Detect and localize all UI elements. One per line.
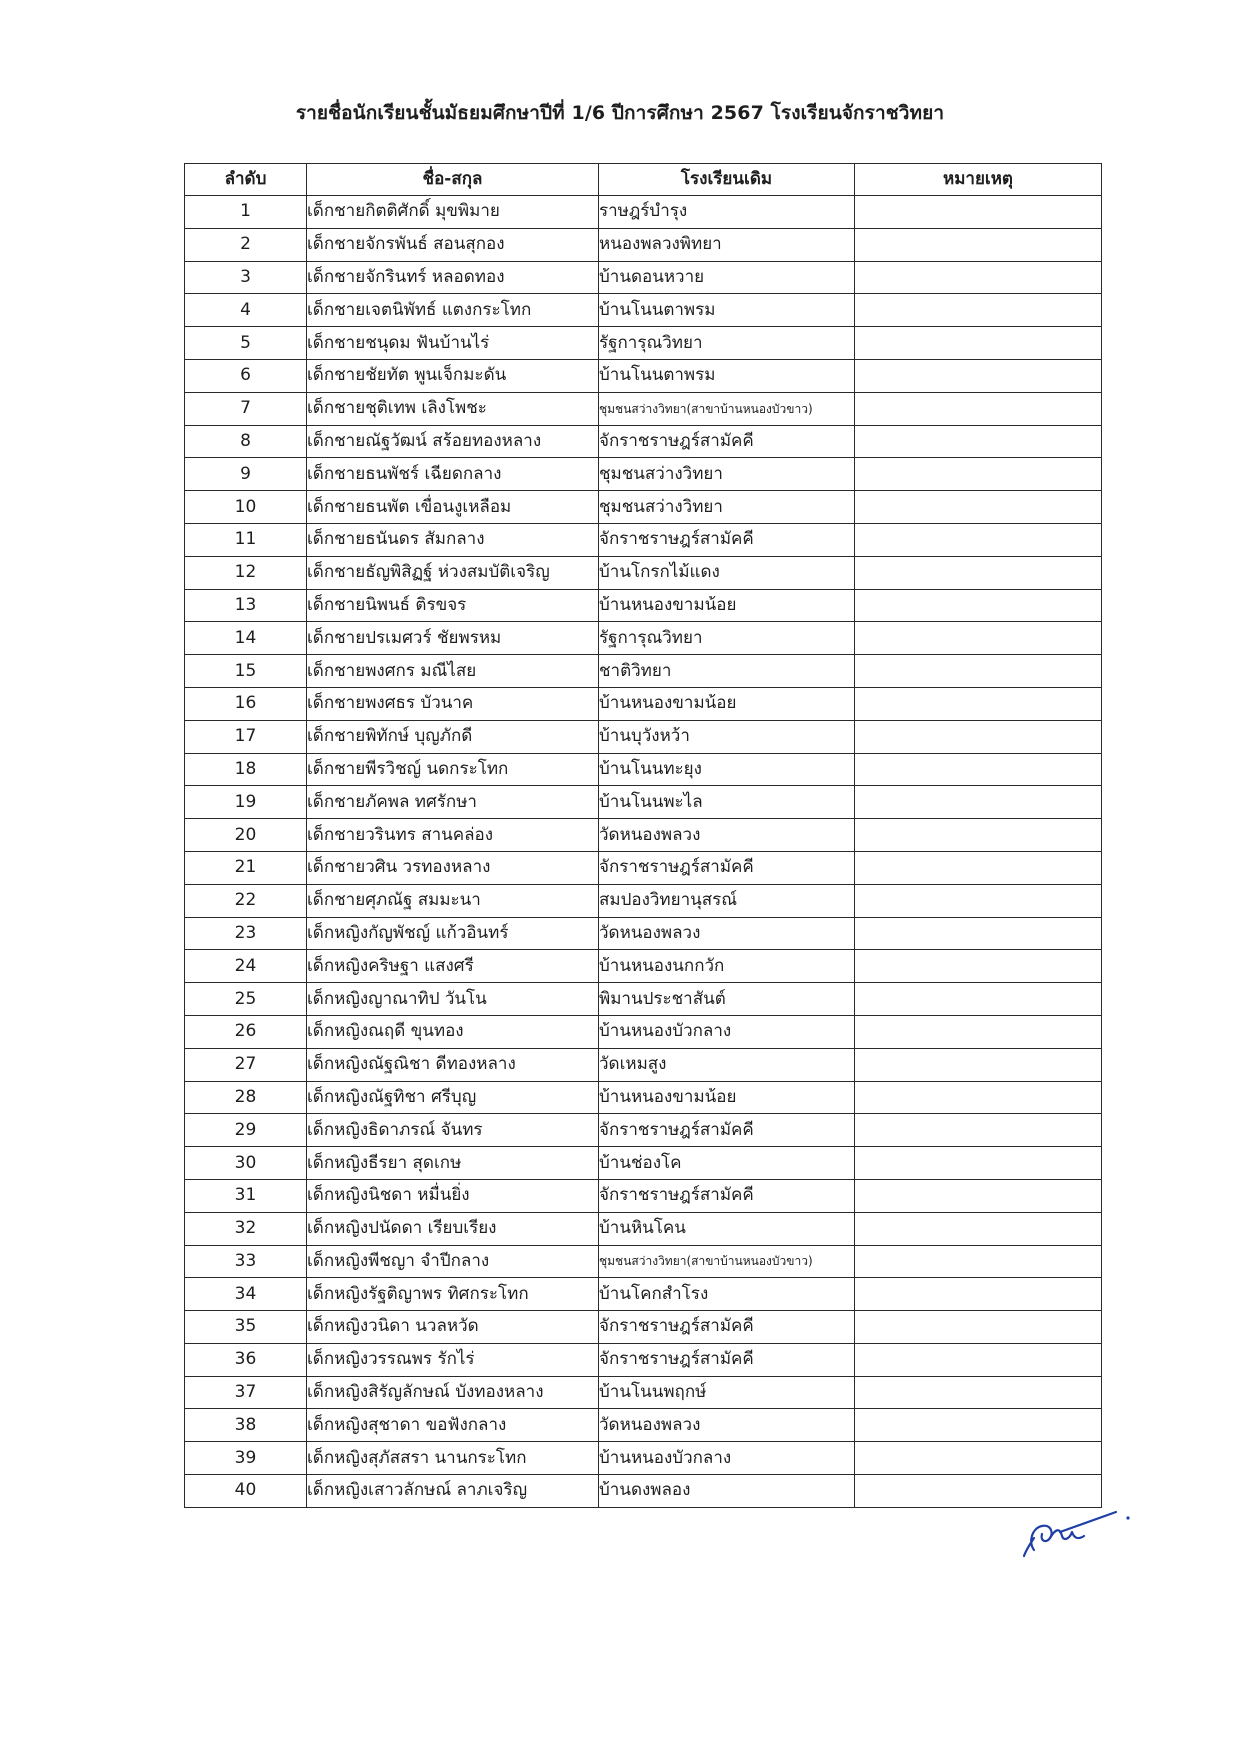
student-name-cell: เด็กชายภัคพล ทศรักษา (307, 786, 599, 819)
previous-school-cell: บ้านหนองนกกวัก (599, 950, 855, 983)
previous-school-cell: พิมานประชาสันต์ (599, 983, 855, 1016)
previous-school-cell: จักราชราษฎร์สามัคคี (599, 425, 855, 458)
header-number: ลำดับ (185, 164, 307, 196)
previous-school-cell: จักราชราษฎร์สามัคคี (599, 851, 855, 884)
remark-cell (855, 819, 1102, 852)
header-remark: หมายเหตุ (855, 164, 1102, 196)
previous-school-cell: บ้านโนนพะไล (599, 786, 855, 819)
student-roster-table (184, 163, 1102, 1508)
student-name-cell: เด็กชายกิตติศักดิ์ มุขพิมาย (307, 196, 599, 229)
student-name-cell: เด็กหญิงปนัดดา เรียบเรียง (307, 1212, 599, 1245)
row-number-cell: 14 (185, 622, 307, 655)
table-row (185, 1147, 1102, 1180)
previous-school-cell: ชาติวิทยา (599, 655, 855, 688)
document-title: รายชื่อนักเรียนชั้นมัธยมศึกษาปีที่ 1/6 ปีการศึกษา 2567 โรงเรียนจักราชวิทยา (295, 102, 945, 124)
table-row (185, 1376, 1102, 1409)
row-number-cell: 37 (185, 1376, 307, 1409)
remark-cell (855, 720, 1102, 753)
remark-cell (855, 1442, 1102, 1475)
previous-school-cell: ชุมชนสว่างวิทยา(สาขาบ้านหนองบัวขาว) (599, 392, 855, 425)
table-row (185, 392, 1102, 425)
student-name-cell: เด็กหญิงสิรัญลักษณ์ บังทองหลาง (307, 1376, 599, 1409)
table-row (185, 294, 1102, 327)
table-row (185, 917, 1102, 950)
student-name-cell: เด็กชายวรินทร สานคล่อง (307, 819, 599, 852)
remark-cell (855, 884, 1102, 917)
row-number-cell: 10 (185, 491, 307, 524)
student-name-cell: เด็กหญิงกัญพัชญ์ แก้วอินทร์ (307, 917, 599, 950)
table-row (185, 1343, 1102, 1376)
table-row (185, 1179, 1102, 1212)
row-number-cell: 4 (185, 294, 307, 327)
previous-school-cell: บ้านหนองขามน้อย (599, 589, 855, 622)
student-name-cell: เด็กหญิงสุชาดา ขอฟังกลาง (307, 1409, 599, 1442)
row-number-cell: 22 (185, 884, 307, 917)
header-previous-school: โรงเรียนเดิม (599, 164, 855, 196)
previous-school-cell: บ้านโนนตาพรม (599, 359, 855, 392)
table-row (185, 1212, 1102, 1245)
table-row (185, 622, 1102, 655)
previous-school-cell: บ้านบุวังหว้า (599, 720, 855, 753)
student-name-cell: เด็กชายจักรินทร์ หลอดทอง (307, 261, 599, 294)
remark-cell (855, 228, 1102, 261)
student-name-cell: เด็กหญิงธิดาภรณ์ จันทร (307, 1114, 599, 1147)
row-number-cell: 38 (185, 1409, 307, 1442)
row-number-cell: 19 (185, 786, 307, 819)
previous-school-cell: บ้านหนองบัวกลาง (599, 1442, 855, 1475)
student-name-cell: เด็กหญิงคริษฐา แสงศรี (307, 950, 599, 983)
student-name-cell: เด็กชายธัญพิสิฏฐ์ ห่วงสมบัติเจริญ (307, 556, 599, 589)
previous-school-cell: บ้านช่องโค (599, 1147, 855, 1180)
table-row (185, 556, 1102, 589)
row-number-cell: 18 (185, 753, 307, 786)
remark-cell (855, 294, 1102, 327)
remark-cell (855, 687, 1102, 720)
student-name-cell: เด็กหญิงรัฐติญาพร ทิศกระโทก (307, 1278, 599, 1311)
row-number-cell: 30 (185, 1147, 307, 1180)
table-row (185, 1048, 1102, 1081)
student-name-cell: เด็กชายธนพัชร์ เฉียดกลาง (307, 458, 599, 491)
row-number-cell: 20 (185, 819, 307, 852)
table-row (185, 851, 1102, 884)
row-number-cell: 21 (185, 851, 307, 884)
student-name-cell: เด็กชายพงศกร มณีไสย (307, 655, 599, 688)
row-number-cell: 29 (185, 1114, 307, 1147)
row-number-cell: 33 (185, 1245, 307, 1278)
remark-cell (855, 1212, 1102, 1245)
previous-school-cell: บ้านดอนหวาย (599, 261, 855, 294)
table-row (185, 261, 1102, 294)
table-row (185, 327, 1102, 360)
remark-cell (855, 1409, 1102, 1442)
table-row (185, 359, 1102, 392)
previous-school-cell: รัฐการุณวิทยา (599, 622, 855, 655)
student-name-cell: เด็กหญิงญาณาทิป วันโน (307, 983, 599, 1016)
row-number-cell: 17 (185, 720, 307, 753)
previous-school-cell: บ้านดงพลอง (599, 1475, 855, 1508)
student-name-cell: เด็กชายชุติเทพ เลิงโพชะ (307, 392, 599, 425)
previous-school-cell: จักราชราษฎร์สามัคคี (599, 523, 855, 556)
remark-cell (855, 556, 1102, 589)
previous-school-cell: บ้านหนองขามน้อย (599, 687, 855, 720)
student-name-cell: เด็กหญิงณัฐณิชา ดีทองหลาง (307, 1048, 599, 1081)
table-row (185, 786, 1102, 819)
row-number-cell: 9 (185, 458, 307, 491)
remark-cell (855, 261, 1102, 294)
table-row (185, 1081, 1102, 1114)
remark-cell (855, 950, 1102, 983)
row-number-cell: 27 (185, 1048, 307, 1081)
row-number-cell: 39 (185, 1442, 307, 1475)
remark-cell (855, 786, 1102, 819)
signature-mark (1020, 1498, 1132, 1558)
remark-cell (855, 917, 1102, 950)
remark-cell (855, 1015, 1102, 1048)
previous-school-cell: บ้านโนนพฤกษ์ (599, 1376, 855, 1409)
remark-cell (855, 491, 1102, 524)
row-number-cell: 12 (185, 556, 307, 589)
remark-cell (855, 425, 1102, 458)
remark-cell (855, 327, 1102, 360)
row-number-cell: 2 (185, 228, 307, 261)
remark-cell (855, 1245, 1102, 1278)
table-row (185, 228, 1102, 261)
table-row (185, 196, 1102, 229)
table-row (185, 425, 1102, 458)
table-row (185, 1409, 1102, 1442)
table-row (185, 950, 1102, 983)
row-number-cell: 16 (185, 687, 307, 720)
table-row (185, 1015, 1102, 1048)
student-name-cell: เด็กชายวศิน วรทองหลาง (307, 851, 599, 884)
row-number-cell: 25 (185, 983, 307, 1016)
remark-cell (855, 392, 1102, 425)
student-name-cell: เด็กหญิงณัฐทิชา ศรีบุญ (307, 1081, 599, 1114)
remark-cell (855, 1278, 1102, 1311)
row-number-cell: 24 (185, 950, 307, 983)
remark-cell (855, 622, 1102, 655)
table-row (185, 720, 1102, 753)
student-name-cell: เด็กชายพิทักษ์ บุญภักดี (307, 720, 599, 753)
previous-school-cell: บ้านหินโคน (599, 1212, 855, 1245)
previous-school-cell: หนองพลวงพิทยา (599, 228, 855, 261)
table-row (185, 589, 1102, 622)
row-number-cell: 35 (185, 1311, 307, 1344)
previous-school-cell: บ้านโคกสำโรง (599, 1278, 855, 1311)
row-number-cell: 8 (185, 425, 307, 458)
remark-cell (855, 1048, 1102, 1081)
previous-school-cell: จักราชราษฎร์สามัคคี (599, 1179, 855, 1212)
remark-cell (855, 753, 1102, 786)
remark-cell (855, 983, 1102, 1016)
previous-school-cell: ชุมชนสว่างวิทยา (599, 458, 855, 491)
student-name-cell: เด็กชายจักรพันธ์ สอนสุกอง (307, 228, 599, 261)
student-name-cell: เด็กชายธนพัต เขื่อนงูเหลือม (307, 491, 599, 524)
previous-school-cell: ชุมชนสว่างวิทยา (599, 491, 855, 524)
row-number-cell: 34 (185, 1278, 307, 1311)
row-number-cell: 32 (185, 1212, 307, 1245)
previous-school-cell: วัดหนองพลวง (599, 917, 855, 950)
previous-school-cell: วัดหนองพลวง (599, 819, 855, 852)
table-body (185, 196, 1102, 1508)
table-row (185, 1278, 1102, 1311)
row-number-cell: 31 (185, 1179, 307, 1212)
remark-cell (855, 1179, 1102, 1212)
row-number-cell: 26 (185, 1015, 307, 1048)
row-number-cell: 40 (185, 1475, 307, 1508)
row-number-cell: 6 (185, 359, 307, 392)
row-number-cell: 3 (185, 261, 307, 294)
student-name-cell: เด็กชายปรเมศวร์ ชัยพรหม (307, 622, 599, 655)
previous-school-cell: บ้านโนนตาพรม (599, 294, 855, 327)
remark-cell (855, 851, 1102, 884)
previous-school-cell: บ้านโกรกไม้แดง (599, 556, 855, 589)
row-number-cell: 28 (185, 1081, 307, 1114)
table-header-row (185, 164, 1102, 196)
student-name-cell: เด็กชายชัยทัต พูนเจ็กมะดัน (307, 359, 599, 392)
student-name-cell: เด็กหญิงวรรณพร รักไร่ (307, 1343, 599, 1376)
table-row (185, 655, 1102, 688)
row-number-cell: 1 (185, 196, 307, 229)
student-name-cell: เด็กชายนิพนธ์ ติรขจร (307, 589, 599, 622)
student-name-cell: เด็กชายเจตนิพัทธ์ แตงกระโทก (307, 294, 599, 327)
row-number-cell: 23 (185, 917, 307, 950)
previous-school-cell: รัฐการุณวิทยา (599, 327, 855, 360)
previous-school-cell: จักราชราษฎร์สามัคคี (599, 1114, 855, 1147)
remark-cell (855, 196, 1102, 229)
table-row (185, 523, 1102, 556)
row-number-cell: 36 (185, 1343, 307, 1376)
student-name-cell: เด็กหญิงนิชดา หมื่นยิ่ง (307, 1179, 599, 1212)
student-name-cell: เด็กหญิงธีรยา สุดเกษ (307, 1147, 599, 1180)
table-row (185, 983, 1102, 1016)
student-name-cell: เด็กชายพงศธร บัวนาค (307, 687, 599, 720)
remark-cell (855, 589, 1102, 622)
previous-school-cell: บ้านหนองบัวกลาง (599, 1015, 855, 1048)
table-row (185, 458, 1102, 491)
student-name-cell: เด็กชายธนันดร สัมกลาง (307, 523, 599, 556)
previous-school-cell: จักราชราษฎร์สามัคคี (599, 1311, 855, 1344)
student-name-cell: เด็กชายพีรวิชญ์ นดกระโทก (307, 753, 599, 786)
table-row (185, 1245, 1102, 1278)
remark-cell (855, 1376, 1102, 1409)
table-row (185, 1475, 1102, 1508)
remark-cell (855, 1114, 1102, 1147)
remark-cell (855, 359, 1102, 392)
row-number-cell: 11 (185, 523, 307, 556)
remark-cell (855, 1343, 1102, 1376)
student-name-cell: เด็กชายศุภณัฐ สมมะนา (307, 884, 599, 917)
table-row (185, 1114, 1102, 1147)
previous-school-cell: ชุมชนสว่างวิทยา(สาขาบ้านหนองบัวขาว) (599, 1245, 855, 1278)
previous-school-cell: วัดหนองพลวง (599, 1409, 855, 1442)
previous-school-cell: สมปองวิทยานุสรณ์ (599, 884, 855, 917)
table-row (185, 491, 1102, 524)
row-number-cell: 13 (185, 589, 307, 622)
student-name-cell: เด็กหญิงพีชญา จำปีกลาง (307, 1245, 599, 1278)
student-name-cell: เด็กหญิงณฤดี ขุนทอง (307, 1015, 599, 1048)
previous-school-cell: ราษฎร์บำรุง (599, 196, 855, 229)
row-number-cell: 7 (185, 392, 307, 425)
student-name-cell: เด็กชายณัฐวัฒน์ สร้อยทองหลาง (307, 425, 599, 458)
previous-school-cell: จักราชราษฎร์สามัคคี (599, 1343, 855, 1376)
header-full-name: ชื่อ-สกุล (307, 164, 599, 196)
remark-cell (855, 655, 1102, 688)
previous-school-cell: บ้านโนนทะยุง (599, 753, 855, 786)
table-row (185, 1311, 1102, 1344)
table-row (185, 753, 1102, 786)
table-row (185, 884, 1102, 917)
remark-cell (855, 458, 1102, 491)
previous-school-cell: วัดเหมสูง (599, 1048, 855, 1081)
student-name-cell: เด็กหญิงเสาวลักษณ์ ลาภเจริญ (307, 1475, 599, 1508)
row-number-cell: 15 (185, 655, 307, 688)
table-row (185, 687, 1102, 720)
table-row (185, 1442, 1102, 1475)
previous-school-cell: บ้านหนองขามน้อย (599, 1081, 855, 1114)
remark-cell (855, 1147, 1102, 1180)
table-row (185, 819, 1102, 852)
student-name-cell: เด็กหญิงวนิดา นวลหวัด (307, 1311, 599, 1344)
remark-cell (855, 523, 1102, 556)
remark-cell (855, 1311, 1102, 1344)
student-name-cell: เด็กหญิงสุภัสสรา นานกระโทก (307, 1442, 599, 1475)
remark-cell (855, 1081, 1102, 1114)
student-name-cell: เด็กชายชนุดม ฟันบ้านไร่ (307, 327, 599, 360)
row-number-cell: 5 (185, 327, 307, 360)
